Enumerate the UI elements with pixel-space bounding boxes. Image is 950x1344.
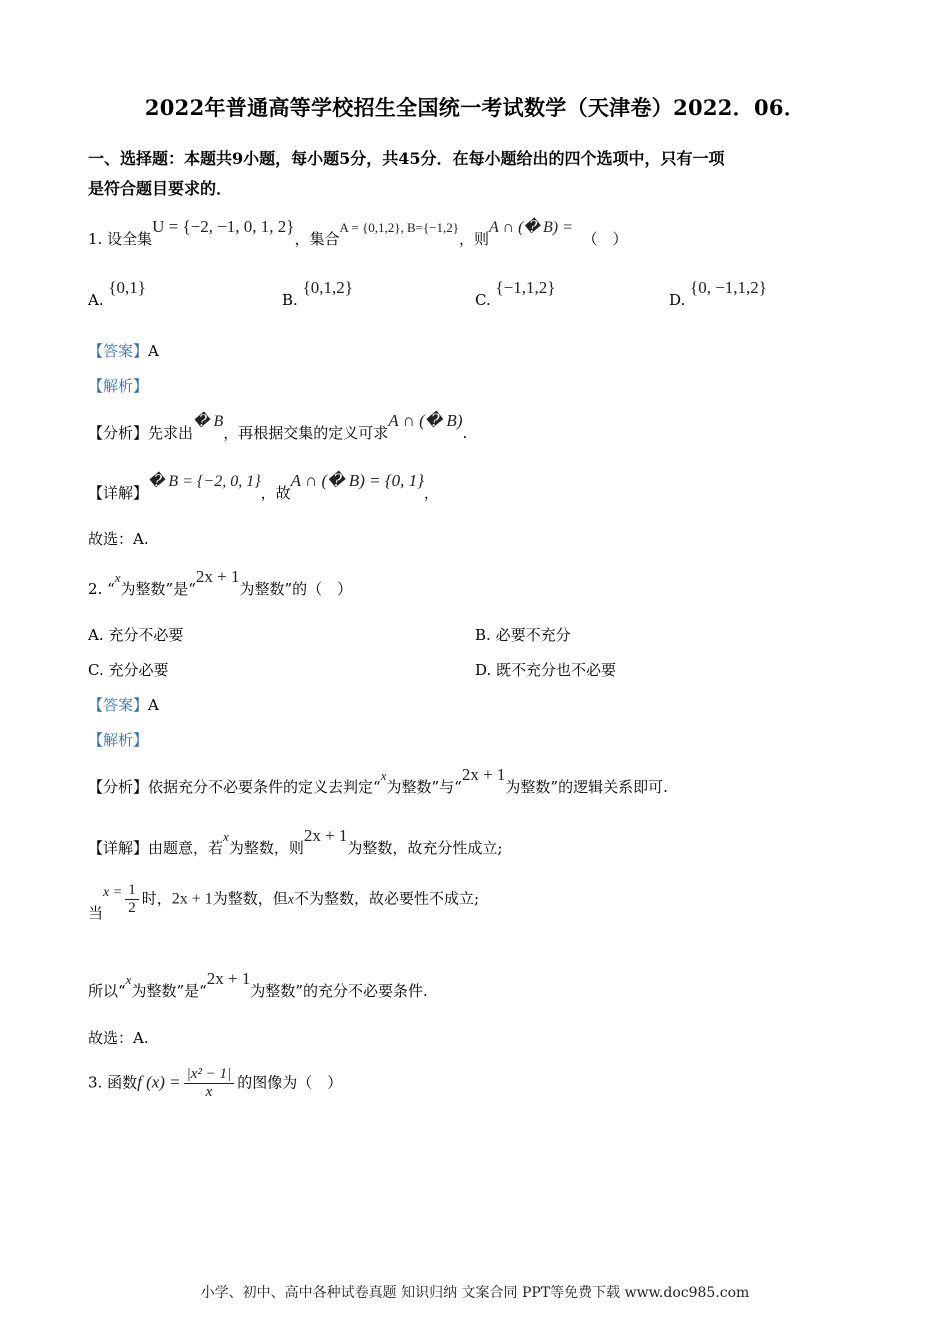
question-2-stem	[88, 567, 353, 599]
q1-expression: A ∩ (� B) =	[489, 219, 573, 236]
option-value: 既不充分也不必要	[496, 661, 617, 679]
q3-function-fraction	[184, 1066, 235, 1101]
question-3-stem	[88, 1066, 342, 1101]
q2-text: 2. “	[88, 580, 115, 598]
q2-so	[88, 969, 428, 1001]
q2-text: 为整数”是“	[120, 580, 196, 598]
option-letter: B.	[475, 626, 491, 644]
fenxi-text: ，再根据交集的定义可求	[223, 424, 389, 442]
xiangjie-math: � B = {−2, 0, 1}	[148, 473, 261, 490]
section-heading-line-2: 是符合题目要求的．	[88, 179, 233, 198]
option-letter: C.	[88, 661, 104, 679]
q2-counterexample	[88, 882, 480, 922]
section-heading-line-1: 一、选择题：本题共9小题，每小题5分，共45分．在每小题给出的四个选项中，只有一项	[88, 149, 725, 168]
q2-conclusion: 故选：A.	[88, 1029, 149, 1047]
fraction-denominator: 2	[125, 899, 139, 917]
fenxi-math: � B	[193, 413, 224, 430]
fenxi-tag: 【分析】	[88, 778, 149, 796]
option-letter: C.	[475, 291, 491, 309]
option-letter: A.	[88, 291, 104, 309]
answer-tag: 【答案】	[88, 342, 149, 360]
when-text: 当	[88, 903, 104, 922]
option-value: 充分必要	[108, 661, 169, 679]
so-text: 为整数”是“	[131, 982, 207, 1000]
q2-math: 2x + 1	[195, 567, 240, 586]
q3-text: 3. 函数	[88, 1073, 138, 1092]
q1-blank: （ ）	[582, 230, 628, 248]
answer-value: A	[148, 342, 159, 360]
option-letter: D.	[475, 661, 492, 679]
fraction-denominator: x	[184, 1083, 235, 1101]
xiangjie-tag: 【详解】	[88, 839, 149, 857]
xiangjie-text: ，	[423, 484, 439, 502]
so-math: 2x + 1	[206, 969, 251, 988]
xiangjie-text: 为整数，则	[228, 839, 304, 857]
q1-number-text: 1. 设全集	[88, 230, 153, 248]
fenxi-math: 2x + 1	[461, 765, 506, 784]
xiangjie-tag: 【详解】	[88, 484, 149, 502]
q2-text: 为整数”的（ ）	[239, 580, 353, 598]
fenxi-math: x	[380, 768, 387, 783]
q1-fenxi	[88, 411, 468, 443]
q3-function-name: f (x) =	[137, 1072, 181, 1092]
analysis-tag: 【解析】	[88, 377, 149, 395]
q1-set-ab: A = {0,1,2}, B={−1,2}	[339, 220, 460, 235]
fenxi-tag: 【分析】	[88, 424, 149, 442]
xiangjie-text: 由题意，若	[148, 839, 224, 857]
section-heading	[88, 144, 868, 204]
answer-value: A	[148, 696, 159, 714]
question-1-stem	[88, 217, 628, 249]
option-letter: B.	[282, 291, 298, 309]
q1-universal-set: U = {−2, −1, 0, 1, 2}	[152, 217, 295, 236]
option-value: {0,1,2}	[302, 278, 353, 297]
one-half-fraction	[125, 882, 139, 917]
answer-tag: 【答案】	[88, 696, 149, 714]
q1-then-text: ，则	[459, 230, 490, 248]
option-value: {−1,1,2}	[495, 278, 556, 297]
q2-option-a[interactable]	[88, 624, 183, 645]
fenxi-text: 为整数”与“	[386, 778, 462, 796]
q2-math: x	[114, 570, 121, 585]
option-value: 必要不充分	[495, 626, 571, 644]
xiangjie-text: ，故	[260, 484, 291, 502]
page-footer: 小学、初中、高中各种试卷真题 知识归纳 文案合同 PPT等免费下载 www.doc985.com	[200, 1285, 750, 1301]
when-math: x =	[103, 884, 123, 900]
when-text: 为整数，但	[212, 889, 288, 908]
xiangjie-math: x	[223, 829, 229, 844]
q2-answer	[88, 694, 159, 715]
q1-mid-text: ，集合	[294, 230, 340, 248]
analysis-tag: 【解析】	[88, 731, 149, 749]
xiangjie-math: A ∩ (� B) = {0, 1}	[290, 471, 424, 490]
q1-option-b[interactable]	[282, 278, 353, 310]
xiangjie-text: 为整数，故充分性成立;	[347, 839, 503, 857]
fenxi-text: .	[462, 424, 468, 442]
page-title: 2022年普通高等学校招生全国统一考试数学（天津卷）2022．06．	[144, 95, 806, 120]
fenxi-text: 先求出	[148, 424, 194, 442]
q2-option-b[interactable]	[475, 624, 571, 645]
when-math: 2x + 1	[171, 890, 213, 908]
fenxi-text: 为整数”的逻辑关系即可.	[505, 778, 668, 796]
option-value: 充分不必要	[108, 626, 184, 644]
so-text: 为整数”的充分不必要条件.	[250, 982, 428, 1000]
q1-option-a[interactable]	[88, 278, 146, 310]
q1-xiangjie	[88, 471, 439, 503]
q2-analysis-tag	[88, 729, 148, 750]
q2-fenxi	[88, 765, 668, 797]
option-value: {0, −1,1,2}	[690, 278, 767, 297]
when-math: x	[287, 892, 294, 908]
option-value: {0,1}	[108, 278, 146, 297]
q2-option-c[interactable]	[88, 659, 169, 680]
xiangjie-math: 2x + 1	[303, 826, 348, 845]
q1-option-d[interactable]	[669, 278, 767, 310]
option-letter: A.	[88, 626, 104, 644]
when-text: 不为整数，故必要性不成立;	[293, 889, 480, 908]
so-text: 所以“	[88, 982, 126, 1000]
fenxi-math: A ∩ (� B)	[388, 411, 463, 430]
so-math: x	[125, 972, 132, 987]
q2-xiangjie	[88, 826, 503, 858]
when-text: 时，	[141, 889, 172, 908]
q3-text: 的图像为（ ）	[237, 1073, 343, 1092]
fenxi-text: 依据充分不必要条件的定义去判定“	[148, 778, 381, 796]
q2-option-d[interactable]	[475, 659, 616, 680]
fraction-numerator: |x² − 1|	[186, 1066, 232, 1082]
fraction-numerator: 1	[128, 882, 136, 898]
q1-conclusion: 故选：A.	[88, 530, 149, 548]
q1-analysis-tag	[88, 375, 148, 396]
q1-answer	[88, 340, 159, 361]
option-letter: D.	[669, 291, 686, 309]
q1-option-c[interactable]	[475, 278, 556, 310]
